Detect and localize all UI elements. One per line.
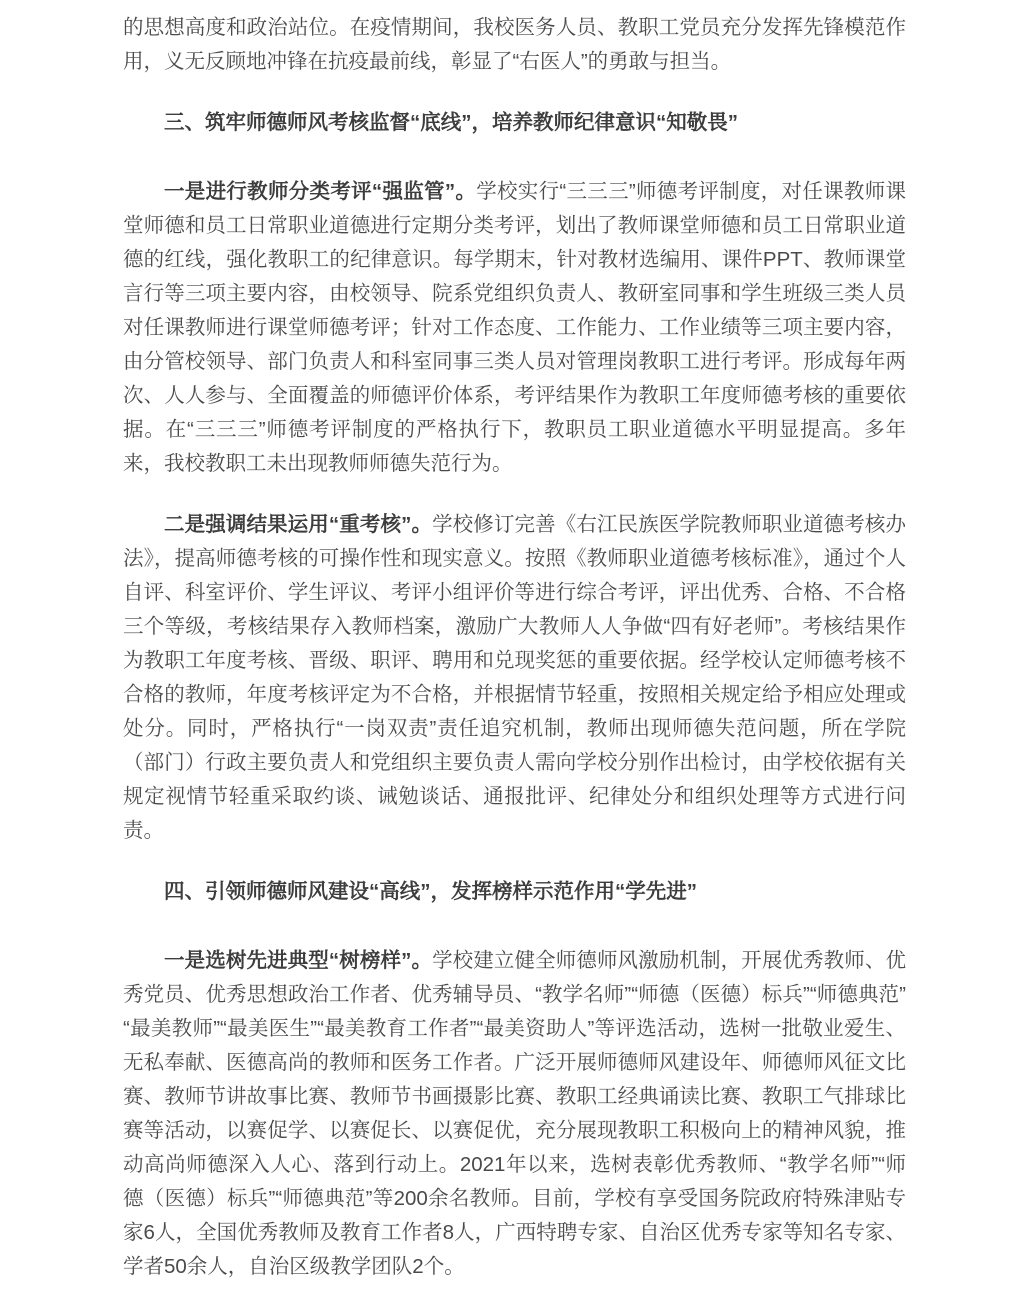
paragraph-text: 学校实行“三三三”师德考评制度，对任课教师课堂师德和员工日常职业道德进行定期分类考评，划出了教师课堂师德和员工日常职业道德的红线，强化教职工的纪律意识。每学期末，针对教材选编用、课件PPT、教师课堂言行等三项主要内容，由校领导、院系党组织负责人、教研室同事和学生班级三类人员对任课教师进行课堂师德考评；针对工作态度、工作能力、工作业绩等三项主要内容，由分管校领导、部门负责人和科室同事三类人员对管理岗教职工进行考评。形成每年两次、人人参与、全面覆盖的师德评价体系，考评结果作为教职工年度师德考核的重要依据。在“三三三”师德考评制度的严格执行下，教职员工职业道德水平明显提高。多年来，我校教职工未出现教师师德失范行为。 xyxy=(123,180,907,475)
heading-text: 四、引领师德师风建设“高线”，发挥榜样示范作用“学先进” xyxy=(164,880,697,903)
paragraph-lead: 一是选树先进典型“树榜样”。 xyxy=(164,949,433,972)
paragraph-text: 的思想高度和政治站位。在疫情期间，我校医务人员、教职工党员充分发挥先锋模范作用，义无反顾地冲锋在抗疫最前线，彰显了“右医人”的勇敢与担当。 xyxy=(123,16,906,73)
section-heading xyxy=(123,106,906,140)
section-heading xyxy=(123,875,906,909)
paragraph-lead: 一是进行教师分类考评“强监管”。 xyxy=(164,180,477,203)
body-paragraph xyxy=(123,175,906,481)
body-paragraph xyxy=(123,11,906,79)
paragraph-text: 学校建立健全师德师风激励机制，开展优秀教师、优秀党员、优秀思想政治工作者、优秀辅导员、“教学名师”“师德（医德）标兵”“师德典范”“最美教师”“最美医生”“最美教育工作者”“最美资助人”等评选活动，选树一批敬业爱生、无私奉献、医德高尚的教师和医务工作者。广泛开展师德师风建设年、师德师风征文比赛、教师节讲故事比赛、教师节书画摄影比赛、教职工经典诵读比赛、教职工气排球比赛等活动，以赛促学、以赛促长、以赛促优，充分展现教职工积极向上的精神风貌，推动高尚师德深入人心、落到行动上。2021年以来，选树表彰优秀教师、“教学名师”“师德（医德）标兵”“师德典范”等200余名教师。目前，学校有享受国务院政府特殊津贴专家6人，全国优秀教师及教育工作者8人，广西特聘专家、自治区优秀专家等知名专家、学者50余人，自治区级教学团队2个。 xyxy=(123,949,907,1278)
body-paragraph xyxy=(123,944,906,1284)
body-paragraph xyxy=(123,508,906,848)
paragraph-text: 学校修订完善《右江民族医学院教师职业道德考核办法》，提高师德考核的可操作性和现实意义。按照《教师职业道德考核标准》，通过个人自评、科室评价、学生评议、考评小组评价等进行综合考评，评出优秀、合格、不合格三个等级，考核结果存入教师档案，激励广大教师人人争做“四有好老师”。考核结果作为教职工年度考核、晋级、职评、聘用和兑现奖惩的重要依据。经学校认定师德考核不合格的教师，年度考核评定为不合格，并根据情节轻重，按照相关规定给予相应处理或处分。同时，严格执行“一岗双责”责任追究机制，教师出现师德失范问题，所在学院（部门）行政主要负责人和党组织主要负责人需向学校分别作出检讨，由学校依据有关规定视情节轻重采取约谈、诫勉谈话、通报批评、纪律处分和组织处理等方式进行问责。 xyxy=(123,513,907,842)
heading-text: 三、筑牢师德师风考核监督“底线”，培养教师纪律意识“知敬畏” xyxy=(164,111,738,134)
paragraph-lead: 二是强调结果运用“重考核”。 xyxy=(164,513,433,536)
